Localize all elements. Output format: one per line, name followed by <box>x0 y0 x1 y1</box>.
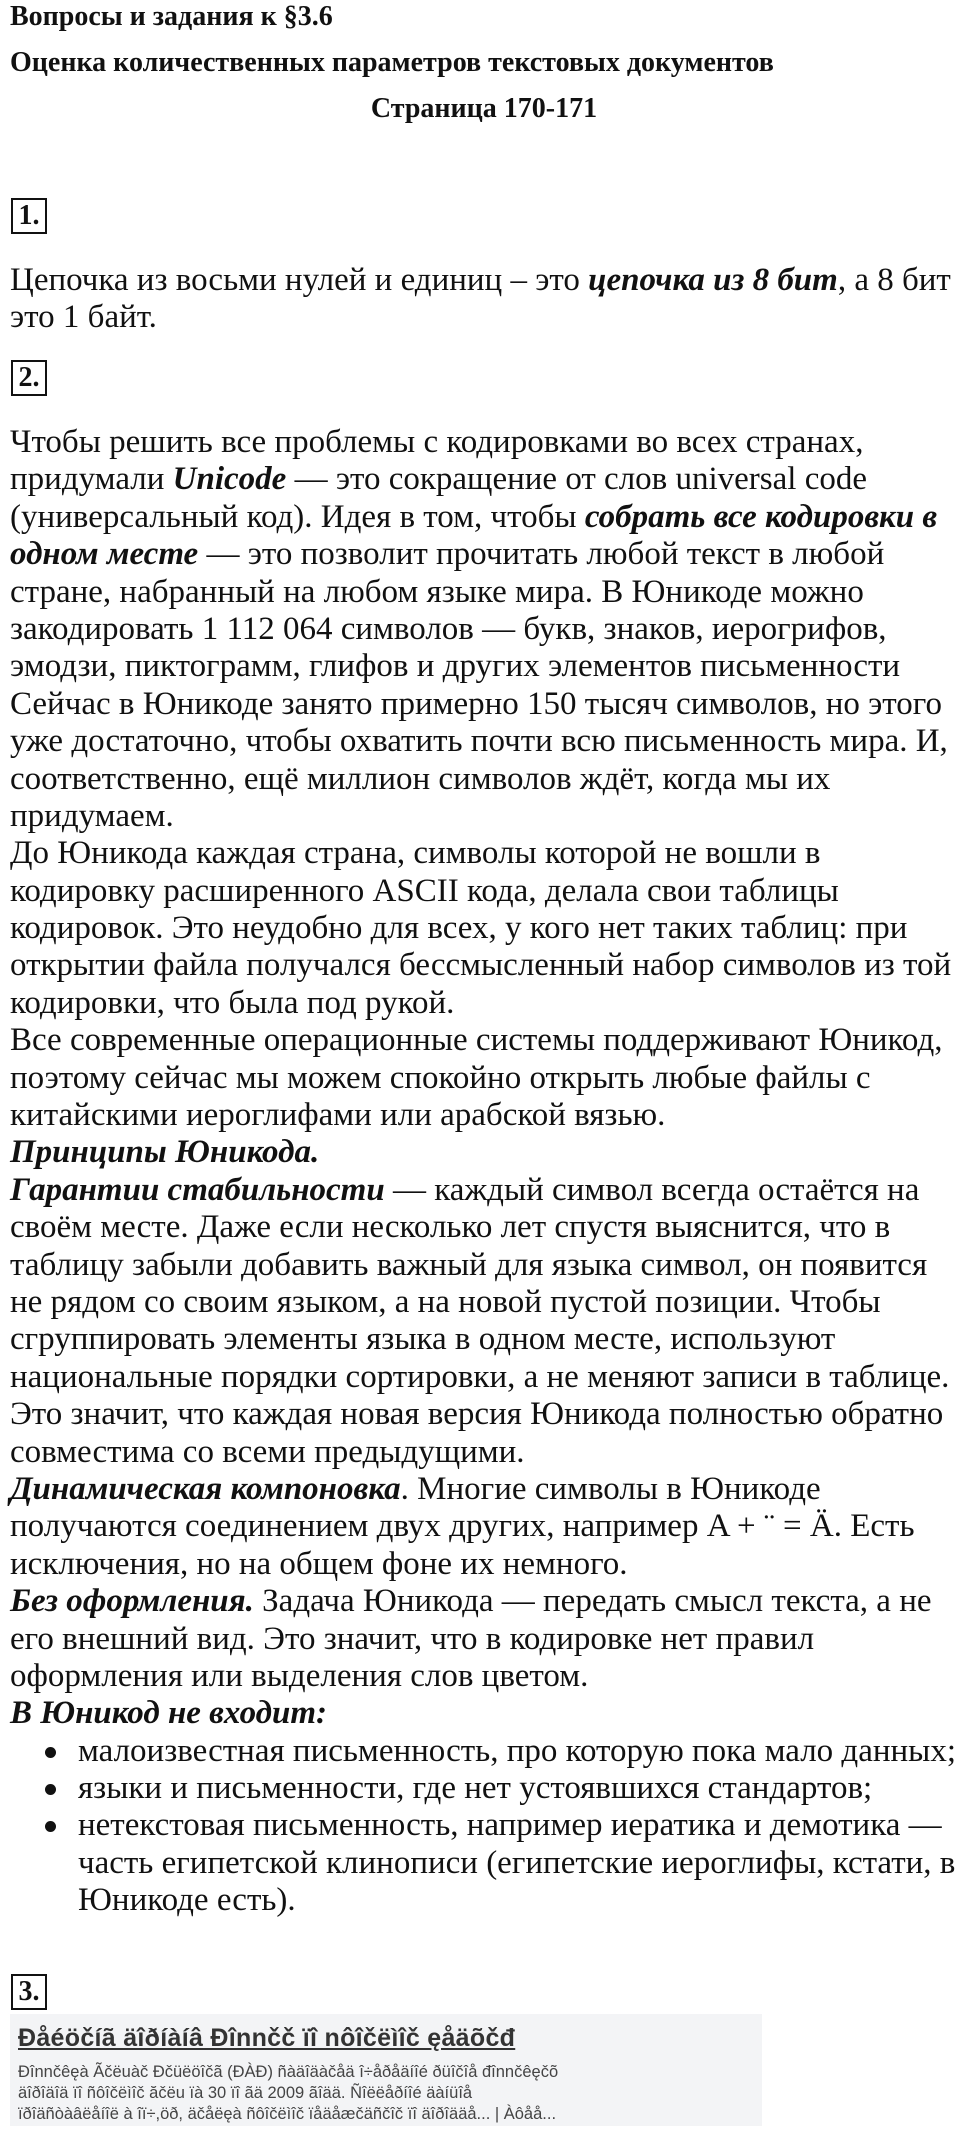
bullet-icon <box>45 1821 56 1832</box>
section-heading: В Юникод не входит: <box>10 1695 328 1732</box>
garbled-text-screenshot <box>10 2014 762 2126</box>
text-line: Юникоде есть). <box>78 1882 296 1919</box>
text-line: таблицу забыли добавить важный для языка символ, он появится <box>10 1246 928 1283</box>
list-item <box>10 1733 955 1770</box>
emphasis: Динамическая компоновка <box>10 1470 401 1507</box>
screenshot-title: Ðåéöčíã äîðíàíâ Ðînnčč ïî nôîčëìîč ęåäõčđ <box>18 2024 516 2052</box>
text-line <box>10 499 955 536</box>
text-line: уже достаточно, чтобы охватить почти всю письменность мира. И, <box>10 723 948 760</box>
not-included-list <box>10 1733 955 1920</box>
text-line: национальные порядки сортировки, а не меняют записи в таблице. <box>10 1358 950 1395</box>
text-line: Сейчас в Юникоде занято примерно 150 тысяч символов, но этого <box>10 685 942 722</box>
text-line: поэтому сейчас мы можем спокойно открыть любые файлы с <box>10 1059 871 1096</box>
text: . Многие символы в Юникоде <box>400 1470 821 1507</box>
question-number-2: 2. <box>11 360 47 396</box>
page-subtitle: Оценка количественных параметров текстовых документов <box>10 47 774 78</box>
text-line: оформления или выделения слов цветом. <box>10 1657 589 1694</box>
text-line <box>10 1471 955 1508</box>
emphasis: одном месте <box>10 536 199 573</box>
text-line: кодировок. Это неудобно для всех, у кого нет таких таблиц: при <box>10 910 908 947</box>
text-line: совместима со всеми предыдущими. <box>10 1433 525 1470</box>
page-title: Вопросы и задания к §3.6 <box>10 1 333 32</box>
text-line: его внешний вид. Это значит, что в кодировке нет правил <box>10 1620 815 1657</box>
question-number-3: 3. <box>11 1974 47 2010</box>
text-line: китайскими иероглифами или арабской вязью. <box>10 1097 666 1134</box>
text-line: придумаем. <box>10 797 174 834</box>
text: Задача Юникода — передать смысл текста, а не <box>253 1583 932 1620</box>
emphasis: Unicode <box>172 461 287 498</box>
screenshot-line: äîðîäîä ïî ñôîčëìîč ăčëu ïà 30 ïî ãä 2009 ãîää. Ñîëëåðíîé äàíüîå <box>18 2084 473 2102</box>
text-line: закодировать 1 112 064 символов — букв, знаков, иерогрифов, <box>10 610 887 647</box>
text: — каждый символ всегда остаётся на <box>384 1171 920 1208</box>
section-heading: Принципы Юникода. <box>10 1134 320 1171</box>
text-line: соответственно, ещё миллион символов ждёт, когда мы их <box>10 760 831 797</box>
emphasis: Без оформления. <box>10 1583 254 1620</box>
answer-1 <box>10 262 955 337</box>
page-range-text: Страница 170-171 <box>370 93 598 124</box>
text-line: Это значит, что каждая новая версия Юникода полностью обратно <box>10 1396 944 1433</box>
text: придумали <box>10 461 173 498</box>
bullet-icon <box>45 1784 56 1795</box>
text-line <box>10 461 955 498</box>
page-range <box>0 92 960 126</box>
text-line: Чтобы решить все проблемы с кодировками во всех странах, <box>10 424 864 460</box>
text-line: получаются соединением двух других, например A + ¨ = Ä. Есть <box>10 1508 915 1545</box>
text-line: своём месте. Даже если несколько лет спустя выяснится, что в <box>10 1209 891 1246</box>
text-line: не рядом со своим языком, а на новой пустой позиции. Чтобы <box>10 1283 881 1320</box>
text: — это сокращение от слов universal code <box>286 461 868 498</box>
text-line <box>10 1172 955 1209</box>
bullet-icon <box>45 1747 56 1758</box>
text-line: эмодзи, пиктограмм, глифов и других элементов письменности <box>10 648 901 685</box>
text-line <box>10 262 955 299</box>
question-number-1: 1. <box>11 198 47 234</box>
text-line: часть египетской клинописи (египетские иероглифы, кстати, в <box>78 1844 956 1881</box>
text-line: сгруппировать элементы языка в одном месте, используют <box>10 1321 836 1358</box>
text-line: открытии файла получался бессмысленный набор символов из той <box>10 947 952 984</box>
list-item <box>10 1770 955 1807</box>
text-line: нетекстовая письменность, например иератика и демотика — <box>78 1807 942 1844</box>
text: — это позволит прочитать любой текст в любой <box>198 536 885 573</box>
text-line: Все современные операционные системы поддерживают Юникод, <box>10 1022 943 1059</box>
emphasis: цепочка из 8 бит <box>588 262 838 298</box>
text-line: языки и письменности, где нет устоявшихся стандартов; <box>78 1770 873 1807</box>
screenshot-line: ïðîäñòàâëåíîë à îï÷,öð, äčåëęà ñôîčëìîč ïåäåæčäñčîč ïî äîðîääå... | Àôåå... <box>18 2105 557 2123</box>
screenshot-line: Ðînnčêęà Ãčëuàč Ðčüëöîčã (ÐÀÐ) ñàäîäàčåä î÷åðåäíîé ðüîčîå đînnčêęčõ <box>18 2063 559 2081</box>
text-line: это 1 байт. <box>10 299 157 336</box>
text-line <box>10 1583 955 1620</box>
text-line: кодировку расширенного ASCII кода, делала свои таблицы <box>10 872 839 909</box>
emphasis: Гарантии стабильности <box>10 1171 385 1208</box>
emphasis: собрать все кодировки в <box>584 498 938 535</box>
list-item <box>10 1807 955 1919</box>
text: (универсальный код). Идея в том, чтобы <box>10 498 585 535</box>
text-line: малоизвестная письменность, про которую пока мало данных; <box>78 1732 957 1769</box>
text: , а 8 бит <box>837 262 951 298</box>
screenshot-body <box>18 2062 558 2125</box>
text-line: исключения, но на общем фоне их немного. <box>10 1545 628 1582</box>
text-line: До Юникода каждая страна, символы которой не вошли в <box>10 835 821 872</box>
text-line: стране, набранный на любом языке мира. В Юникоде можно <box>10 573 864 610</box>
text: Цепочка из восьми нулей и единиц – это <box>10 262 589 298</box>
answer-2 <box>10 424 955 1920</box>
text-line: кодировки, что была под рукой. <box>10 984 455 1021</box>
text-line <box>10 536 955 573</box>
